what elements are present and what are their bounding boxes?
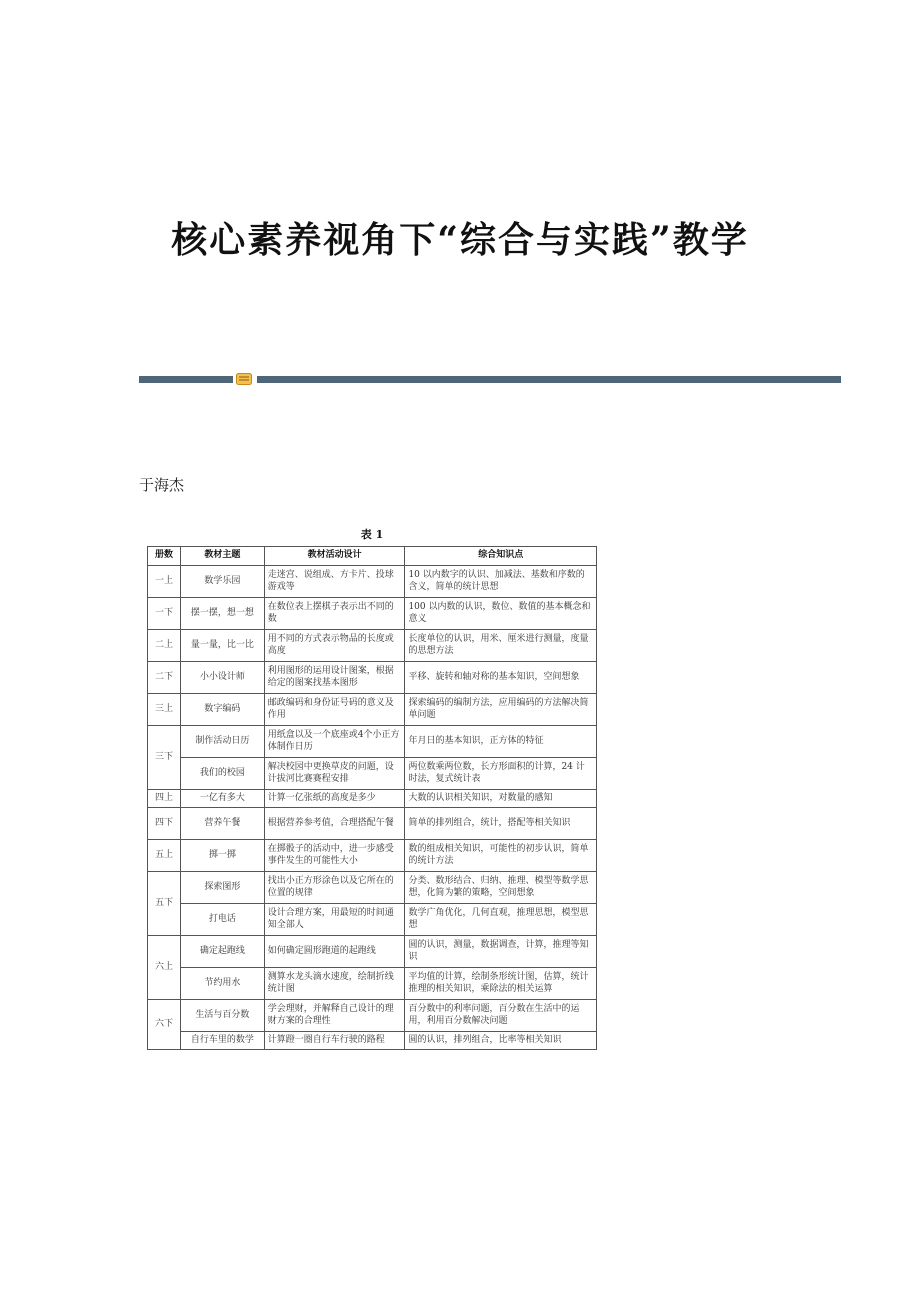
- design-cell: 用不同的方式表示物品的长度或高度: [264, 630, 405, 662]
- grade-cell: 五上: [148, 840, 181, 872]
- knowledge-cell: 圆的认识，排列组合，比率等相关知识: [405, 1032, 597, 1050]
- theme-cell: 打电话: [180, 904, 264, 936]
- knowledge-cell: 大数的认识相关知识，对数量的感知: [405, 790, 597, 808]
- grade-cell: 三上: [148, 694, 181, 726]
- knowledge-cell: 圆的认识，测量，数据调查，计算，推理等知识: [405, 936, 597, 968]
- header-cell: 教材活动设计: [264, 547, 405, 566]
- header-cell: 册数: [148, 547, 181, 566]
- header-cell: 综合知识点: [405, 547, 597, 566]
- knowledge-cell: 两位数乘两位数，长方形面积的计算，24 计时法，复式统计表: [405, 758, 597, 790]
- design-cell: 如何确定圆形跑道的起跑线: [264, 936, 405, 968]
- divider-badge-icon: [236, 373, 252, 385]
- theme-cell: 生活与百分数: [180, 1000, 264, 1032]
- document-title: 核心素养视角下“综合与实践”教学: [171, 219, 749, 261]
- table-row: [148, 872, 597, 904]
- theme-cell: 营养午餐: [180, 808, 264, 840]
- knowledge-cell: 简单的排列组合，统计，搭配等相关知识: [405, 808, 597, 840]
- table-row: [148, 566, 597, 598]
- theme-cell: 探索图形: [180, 872, 264, 904]
- table-row: [148, 840, 597, 872]
- table-row: [148, 968, 597, 1000]
- table-caption: 表 1: [360, 528, 384, 541]
- knowledge-cell: 平移、旋转和轴对称的基本知识，空间想象: [405, 662, 597, 694]
- table-row: [148, 1032, 597, 1050]
- theme-cell: 量一量，比一比: [180, 630, 264, 662]
- design-cell: 测算水龙头滴水速度，绘制折线统计图: [264, 968, 405, 1000]
- grade-cell: 六上: [148, 936, 181, 1000]
- table-row: [148, 726, 597, 758]
- table-header-row: [148, 547, 597, 566]
- design-cell: 学会理财，并解释自己设计的理财方案的合理性: [264, 1000, 405, 1032]
- knowledge-cell: 数的组成相关知识，可能性的初步认识，简单的统计方法: [405, 840, 597, 872]
- design-cell: 设计合理方案，用最短的时间通知全部人: [264, 904, 405, 936]
- theme-cell: 节约用水: [180, 968, 264, 1000]
- table-row: [148, 790, 597, 808]
- grade-cell: 三下: [148, 726, 181, 790]
- grade-cell: 一下: [148, 598, 181, 630]
- theme-cell: 一亿有多大: [180, 790, 264, 808]
- grade-cell: 二上: [148, 630, 181, 662]
- design-cell: 在掷骰子的活动中，进一步感受事件发生的可能性大小: [264, 840, 405, 872]
- design-cell: 走迷宫、说组成、方卡片、投球游戏等: [264, 566, 405, 598]
- design-cell: 计算一亿张纸的高度是多少: [264, 790, 405, 808]
- knowledge-cell: 100 以内数的认识，数位、数值的基本概念和意义: [405, 598, 597, 630]
- grade-cell: 六下: [148, 1000, 181, 1050]
- knowledge-cell: 10 以内数字的认识、加减法、基数和序数的含义，简单的统计思想: [405, 566, 597, 598]
- design-cell: 邮政编码和身份证号码的意义及作用: [264, 694, 405, 726]
- design-cell: 计算蹬一圈自行车行驶的路程: [264, 1032, 405, 1050]
- theme-cell: 制作活动日历: [180, 726, 264, 758]
- grade-cell: 四下: [148, 808, 181, 840]
- table-row: [148, 598, 597, 630]
- knowledge-cell: 年月日的基本知识，正方体的特征: [405, 726, 597, 758]
- table-row: [148, 904, 597, 936]
- table-row: [148, 662, 597, 694]
- theme-cell: 数学乐园: [180, 566, 264, 598]
- author-name: 于海杰: [139, 476, 185, 494]
- design-cell: 在数位表上摆棋子表示出不同的数: [264, 598, 405, 630]
- table-row: [148, 758, 597, 790]
- theme-cell: 确定起跑线: [180, 936, 264, 968]
- knowledge-cell: 数学广角优化，几何直观，推理思想，模型思想: [405, 904, 597, 936]
- design-cell: 解决校园中更换草皮的问题，设计拔河比赛赛程安排: [264, 758, 405, 790]
- design-cell: 用纸盒以及一个底座或4个小正方体制作日历: [264, 726, 405, 758]
- grade-cell: 五下: [148, 872, 181, 936]
- divider-bar-right: [257, 376, 841, 383]
- theme-cell: 摆一摆，想一想: [180, 598, 264, 630]
- title-divider: [139, 372, 841, 386]
- header-cell: 教材主题: [180, 547, 264, 566]
- theme-cell: 我们的校园: [180, 758, 264, 790]
- knowledge-cell: 百分数中的利率问题，百分数在生活中的运用，利用百分数解决问题: [405, 1000, 597, 1032]
- grade-cell: 一上: [148, 566, 181, 598]
- grade-cell: 四上: [148, 790, 181, 808]
- table-row: [148, 936, 597, 968]
- theme-cell: 数字编码: [180, 694, 264, 726]
- table-row: [148, 694, 597, 726]
- design-cell: 根据营养参考值，合理搭配午餐: [264, 808, 405, 840]
- design-cell: 找出小正方形涂色以及它所在的位置的规律: [264, 872, 405, 904]
- table-row: [148, 630, 597, 662]
- table-row: [148, 1000, 597, 1032]
- theme-cell: 掷一掷: [180, 840, 264, 872]
- design-cell: 利用图形的运用设计图案，根据给定的图案找基本图形: [264, 662, 405, 694]
- grade-cell: 二下: [148, 662, 181, 694]
- knowledge-cell: 平均值的计算，绘制条形统计图，估算，统计推理的相关知识，乘除法的相关运算: [405, 968, 597, 1000]
- divider-bar-left: [139, 376, 233, 383]
- theme-cell: 自行车里的数学: [180, 1032, 264, 1050]
- knowledge-cell: 分类、数形结合、归纳、推理、模型等数学思想，化简为繁的策略，空间想象: [405, 872, 597, 904]
- table-row: [148, 808, 597, 840]
- theme-cell: 小小设计师: [180, 662, 264, 694]
- knowledge-cell: 探索编码的编制方法，应用编码的方法解决简单问题: [405, 694, 597, 726]
- knowledge-cell: 长度单位的认识，用米、厘米进行测量，度量的思想方法: [405, 630, 597, 662]
- curriculum-table: [147, 546, 597, 1050]
